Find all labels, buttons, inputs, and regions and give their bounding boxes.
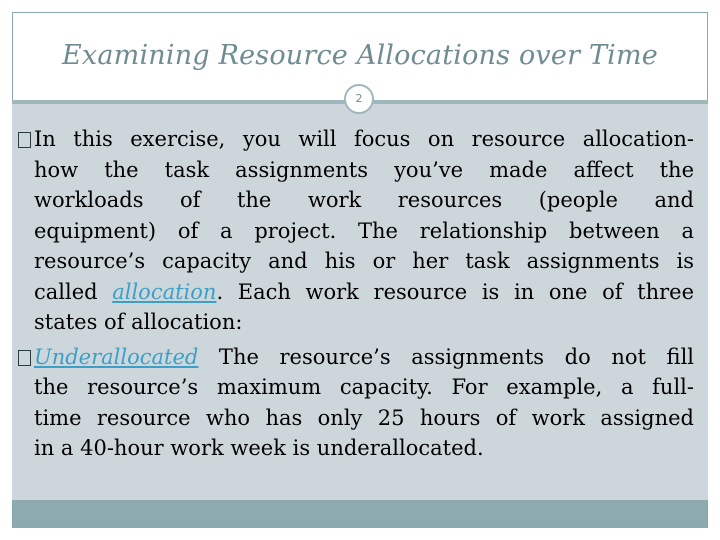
text-line: workloads of the work resources (people and xyxy=(34,188,694,212)
text-fragment: . Each work resource is in one of three xyxy=(216,279,694,304)
bullet-list xyxy=(34,124,694,464)
text-line: states of allocation: xyxy=(34,310,243,334)
text-line: resource’s capacity and his or her task assignments is xyxy=(34,249,694,273)
page-number-badge: 2 xyxy=(344,84,374,114)
allocation-term-link[interactable]: allocation xyxy=(112,279,217,304)
text-line: how the task assignments you’ve made affect the xyxy=(34,157,694,182)
text-line: time resource who has only 25 hours of work assigned xyxy=(34,405,694,430)
text-line: equipment) of a project. The relationship between a xyxy=(34,218,694,243)
bullet-square-icon xyxy=(18,132,31,148)
footer-bar xyxy=(12,500,708,528)
text-line xyxy=(34,342,694,373)
bullet-item xyxy=(34,124,694,338)
text-line xyxy=(34,277,694,308)
text-line: in a 40-hour work week is underallocated. xyxy=(34,436,484,460)
bullet-square-icon xyxy=(18,350,31,366)
text-line: the resource’s maximum capacity. For example, a full- xyxy=(34,375,694,399)
slide-title: Examining Resource Allocations over Time xyxy=(62,40,658,71)
underallocated-term-link[interactable]: Underallocated xyxy=(34,344,199,369)
text-fragment: The resource’s assignments do not fill xyxy=(198,344,694,369)
text-fragment: called xyxy=(34,279,113,304)
text-line: In this exercise, you will focus on resource allocation- xyxy=(34,127,694,151)
bullet-item xyxy=(34,342,694,464)
